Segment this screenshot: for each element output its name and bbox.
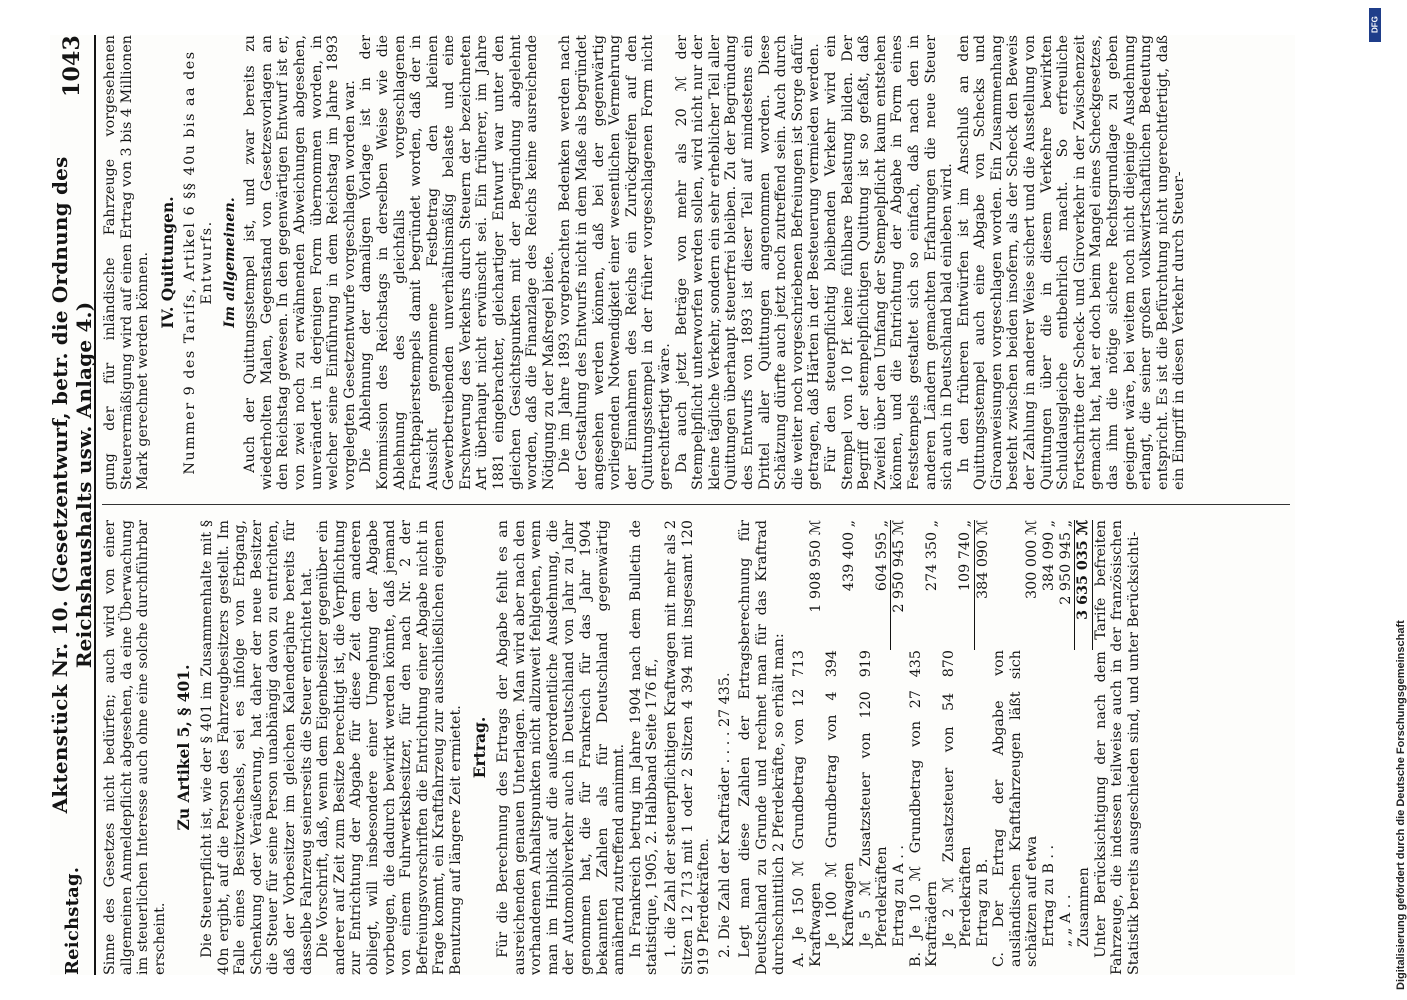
calc-row: [858, 520, 891, 975]
page-number: 1043: [59, 35, 85, 98]
page-header: [50, 35, 96, 975]
rotated-document-page: [50, 35, 1295, 975]
paragraph: gung der für inländische Fahrzeuge vorgesehenen Steuerermäßigung wird auf einen Ertrag von 3 bis 4 Millionen Mark gerechnet werden können.: [102, 35, 152, 490]
calc-label: C. Der Ertrag der Abgabe von ausländischen Kraftfahrzeugen läßt sich schätzen auf etwa: [991, 650, 1041, 967]
calc-amount: 604 595 „: [873, 520, 890, 592]
general-heading: Im allgemeinen.: [221, 197, 238, 328]
calc-row: [908, 520, 941, 975]
ertrag-heading: Ertrag.: [470, 716, 490, 779]
revenue-calculation-table: [791, 520, 1093, 975]
section-subheading: Nummer 9 des Tarifs, Artikel 6 §§ 40u bis aa des Entwurfs.: [182, 50, 215, 475]
calc-label: Ertrag zu A . .: [891, 845, 908, 947]
calc-subtotal-row: [974, 520, 991, 975]
paragraph: Unter Berücksichtigung der nach dem Tarife befreiten Fahrzeuge, die indessen teilweise auch in der französischen Statistik bereits ausgeschieden sind, und unter Berücksichti-: [1092, 520, 1143, 975]
calc-amount: 1 908 950 ℳ: [807, 520, 824, 613]
calc-label: Je 100 ℳ Grundbetrag von 4 394 Kraftwagen: [824, 650, 857, 947]
paragraph: In Frankreich betrug im Jahre 1904 nach dem Bulletin de statistique, 1905, 2. Halbband Seite 176 ff.,: [627, 520, 661, 975]
list-item: 2. Die Zahl der Krafträder . . . . 27 435.: [716, 672, 733, 958]
calc-amount: 439 400 „: [840, 520, 857, 592]
calc-amount: 109 740 „: [957, 520, 974, 592]
digitization-credit: Digitalisierung gefördert durch die Deutsche Forschungsgemeinschaft: [1395, 620, 1407, 990]
paragraph: Sinne des Gesetzes nicht bedürfen; auch wird von einer allgemeinen Anmeldepflicht abgesehen, da eine Überwachung im steuerlichen Interesse auch ohne eine solche durchführbar erscheint.: [102, 520, 168, 975]
calc-label: Ertrag zu B.: [974, 858, 991, 947]
calc-amount: 2 950 945 „: [1057, 520, 1074, 605]
article-heading: Zu Artikel 5, § 401.: [174, 664, 194, 831]
calc-label: Zusammen: [1075, 867, 1092, 947]
paragraph: Auch der Quittungsstempel ist, und zwar bereits zu wiederholten Malen, Gegenstand von Gesetzesvorlagen an den Reichstag gewesen. In den gegenwärtigen Entwurf ist er, von zwei noch zu erwähnenden Abweichungen abgesehen, unverändert in derjenigen Form übernommen worden, in welcher seine Einführung in dem Reichstag im Jahre 1893 vorgelegten Gesetzentwurfe vorgeschlagen worden war.: [242, 35, 358, 490]
list-item: 1. die Zahl der steuerpflichtigen Kraftwagen mit mehr als 2 Sitzen 12 713 mit 1 oder 2 Sitzen 4 394 mit insgesamt 120 919 Pferdekräften.: [663, 520, 713, 975]
calc-row: [1058, 520, 1075, 975]
calc-label: A. Je 150 ℳ Grundbetrag von 12 713 Kraftwagen: [791, 650, 824, 967]
paragraph: Die Ablehnung der damaligen Vorlage ist in der Kommission des Reichstags in derselben Weise wie die Ablehnung des gleichfalls vorgeschlagenen Frachtpapierstempels damit begründet worden, daß der in Aussicht genommene Festbetrag den kleinen Gewerbetreibenden unverhältnismäßig belaste und eine Erschwerung des Verkehrs durch Steuern der bezeichneten Art überhaupt nicht erwünscht sei. Ein früherer, im Jahre 1881 eingebrachter, gleichartiger Entwurf war unter den gleichen Gesichtspunkten mit der Begründung abgelehnt worden, daß die Finanzlage des Reichs keine ausreichende Nötigung zu der Maßregel biete.: [358, 35, 557, 490]
right-column: [102, 35, 1290, 490]
calc-row: [1041, 520, 1058, 975]
calc-label: B. Je 10 ℳ Grundbetrag von 27 435 Krafträdern: [907, 650, 941, 967]
calc-label: Je 2 ℳ Zusatzsteuer von 54 870 Pferdekräften: [941, 650, 974, 947]
paragraph: In den früheren Entwürfen ist im Anschluß an den Quittungsstempel auch eine Abgabe von Schecks und Giroanweisungen vorgeschlagen worden. Ein Zusammenhang besteht zwischen beiden insofern, als der Scheck den Beweis der Zahlung in anderer Weise sichert und die Ausstellung von Quittungen über die in diesem Verkehre bewirkten Schuldausgleiche entbehrlich macht. So erfreuliche Fortschritte der Scheck- und Giroverkehr in der Zwischenzeit gemacht hat, hat er doch beim Mangel eines Scheckgesetzes, das ihm die nötige sichere Rechtsgrundlage zu geben geeignet wäre, bei weitem noch nicht diejenige Ausdehnung erlangt, die seiner großen volkswirtschaftlichen Bedeutung entspricht. Es ist die Befürchtung nicht ungerechtfertigt, daß ein Eingriff in diesen Verkehr durch Steuer-: [955, 35, 1188, 490]
calc-amount: 2 950 945 ℳ: [891, 520, 908, 650]
paragraph: Für die Berechnung des Ertrags der Abgabe fehlt es an ausreichenden genauen Unterlagen. Man wird aber nach den vorhandenen Anhaltspunkten nicht allzuweit fehlgehen, wenn man im Hinblick auf die außerordentliche Ausdehnung, die der Automobilverkehr auch in Deutschland von Jahr zu Jahr genommen hat, die für Frankreich für das Jahr 1904 bekannten Zahlen als für Deutschland gegenwärtig annähernd zutreffend annimmt.: [495, 520, 628, 975]
calc-row: [941, 520, 974, 975]
calc-amount: 3 635 035 ℳ: [1075, 520, 1093, 650]
calc-amount: 384 090 ℳ: [974, 520, 991, 650]
paragraph: Die Steuerpflicht ist, wie der § 401 im Zusammenhalte mit § 40n ergibt, auf die Person des Fahrzeugbesitzers gestellt. Im Falle eines Besitzwechsels, sei es infolge von Erbgang, Schenkung oder Veräußerung, hat daher der neue Besitzer die Steuer für seine Person unabhängig davon zu entrichten, daß der Vorbesitzer im gleichen Kalenderjahre bereits für dasselbe Fahrzeug seinerseits die Steuer entrichtet hat.: [198, 520, 315, 975]
paragraph: Da auch jetzt Beträge von mehr als 20 ℳ der Stempelpflicht unterworfen werden sollen, wird nicht nur der kleine tägliche Verkehr, sondern ein sehr erheblicher Teil aller Quittungen überhaupt steuerfrei bleiben. Zu der Begründung des Entwurfs von 1893 ist dieser Teil auf mindestens ein Drittel aller Quittungen angenommen worden. Diese Schätzung dürfte auch jetzt noch zutreffend sein. Auch durch die weiter noch vorgeschriebenen Befreiungen ist Sorge dafür getragen, daß Härten in der Besteuerung vermieden werden.: [673, 35, 823, 490]
calc-row: [824, 520, 857, 975]
calc-label: „ „ A . .: [1058, 894, 1075, 947]
calc-subtotal-row: [891, 520, 908, 975]
section-heading: IV. Quittungen.: [157, 196, 177, 329]
calc-amount: 384 090 „: [1041, 520, 1058, 592]
calc-total-row: [1075, 520, 1093, 975]
calc-label: Je 5 ℳ Zusatzsteuer von 120 919 Pferdekräften: [857, 650, 891, 947]
left-column: [102, 520, 1290, 975]
column-divider: [102, 504, 1290, 505]
header-title: Aktenstück Nr. 10. (Gesetzentwurf, betr. die Ordnung des Reichshaushalts usw. Anlage 4.): [48, 156, 96, 814]
calc-row: [991, 520, 1041, 975]
paragraph: Für den steuerpflichtig bleibenden Verkehr wird ein Stempel von 10 Pf. keine fühlbare Belastung bilden. Der Begriff der stempelpflichtigen Quittung ist so gefaßt, daß Zweifel über den Umfang der Stempelpflicht kaum entstehen können, und die Entrichtung der Abgabe in Form eines Feststempels gestaltet sich so einfach, daß nach den in anderen Ländern gemachten Erfahrungen die neue Steuer sich auch in Deutschland bald einleben wird.: [822, 35, 956, 490]
calc-row: [791, 520, 824, 975]
header-left: Reichstag.: [61, 866, 83, 975]
paragraph: Die Vorschrift, daß, wenn dem Eigenbesitzer gegenüber ein anderer auf Zeit zum Besitze berechtigt ist, die Verpflichtung zur Entrichtung der Abgabe für diese Zeit dem anderen obliegt, will insbesondere einer Umgehung der Abgabe vorbeugen, die dadurch bewirkt werden könnte, daß jemand von einem Fuhrwerksbesitzer, für den nach Nr. 2 der Befreiungsvorschriften die Entrichtung einer Abgabe nicht in Frage kommt, ein Kraftfahrzeug zur ausschließlichen eigenen Benutzung auf längere Zeit ermietet.: [315, 520, 464, 975]
dfg-logo: DFG: [1369, 8, 1381, 42]
paragraph: Legt man diese Zahlen der Ertragsberechnung für Deutschland zu Grunde und rechnet man für das Kraftrad durchschnittlich 2 Pferdekräfte, so erhält man:: [737, 520, 787, 975]
calc-label: Ertrag zu B . .: [1041, 844, 1058, 947]
paragraph: Die im Jahre 1893 vorgebrachten Bedenken werden nach der Gestaltung des Entwurfs nicht in dem Maße als begründet angesehen werden können, daß bei der gegenwärtig vorliegenden Notwendigkeit einer wesentlichen Vermehrung der Einnahmen des Reichs ein Zurückgreifen auf den Quittungsstempel in der früher vorgeschlagenen Form nicht gerechtfertigt wäre.: [557, 35, 673, 490]
calc-amount: 274 350 „: [924, 520, 941, 592]
calc-amount: 300 000 ℳ: [1024, 520, 1041, 599]
